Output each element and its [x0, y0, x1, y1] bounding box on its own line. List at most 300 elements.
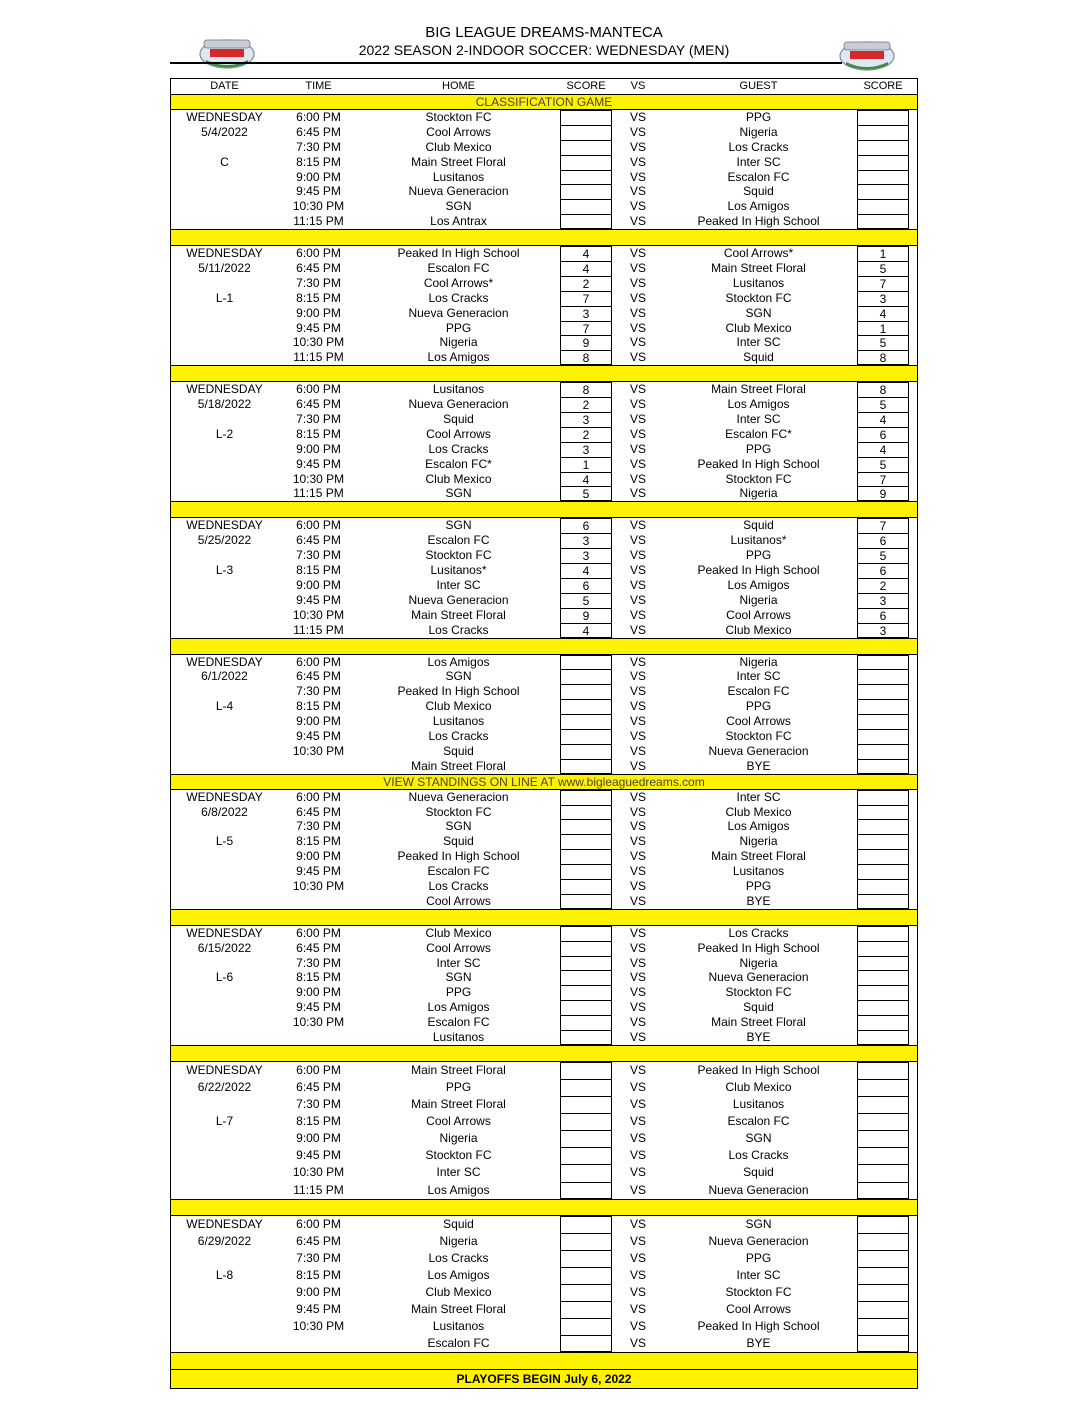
- home-score-box[interactable]: [558, 246, 614, 261]
- guest-score-box[interactable]: [855, 744, 911, 759]
- game-time: 10:30 PM: [292, 878, 345, 893]
- home-score-box[interactable]: [558, 1030, 614, 1045]
- home-score-box[interactable]: [558, 608, 614, 623]
- guest-score-box[interactable]: [855, 759, 911, 774]
- score-value[interactable]: [560, 1267, 612, 1284]
- home-score-box[interactable]: [558, 199, 614, 214]
- guest-score-box[interactable]: [855, 1267, 911, 1284]
- game-row: [171, 170, 917, 185]
- score-value[interactable]: [560, 1000, 612, 1015]
- home-score-box[interactable]: [558, 382, 614, 397]
- score-value[interactable]: 4: [560, 261, 612, 276]
- score-value[interactable]: [857, 805, 909, 820]
- home-score-box[interactable]: [558, 442, 614, 457]
- score-value[interactable]: [857, 1267, 909, 1284]
- score-value[interactable]: [857, 155, 909, 170]
- home-score-box[interactable]: [558, 214, 614, 229]
- home-score-box[interactable]: [558, 1113, 614, 1130]
- score-value[interactable]: [560, 1130, 612, 1147]
- home-score-box[interactable]: [558, 1130, 614, 1147]
- home-score-box[interactable]: [558, 578, 614, 593]
- score-value[interactable]: 2: [560, 397, 612, 412]
- home-score-box[interactable]: [558, 276, 614, 291]
- guest-score-box[interactable]: [855, 819, 911, 834]
- guest-score-box[interactable]: [855, 699, 911, 714]
- home-score-box[interactable]: [558, 759, 614, 774]
- guest-score-box[interactable]: [855, 1301, 911, 1318]
- score-value[interactable]: 6: [560, 518, 612, 533]
- score-value[interactable]: [857, 790, 909, 805]
- score-value[interactable]: 8: [560, 382, 612, 397]
- score-value[interactable]: 5: [857, 397, 909, 412]
- score-value[interactable]: 3: [857, 291, 909, 306]
- guest-score-box[interactable]: [855, 1216, 911, 1233]
- home-score-box[interactable]: [558, 819, 614, 834]
- score-value[interactable]: 3: [857, 623, 909, 638]
- standings-banner[interactable]: VIEW STANDINGS ON LINE AT www.bigleaguedreams.com: [170, 774, 918, 790]
- score-value[interactable]: 4: [560, 472, 612, 487]
- score-value[interactable]: [560, 714, 612, 729]
- score-value[interactable]: [857, 1030, 909, 1045]
- score-value[interactable]: [857, 184, 909, 199]
- score-value[interactable]: [560, 684, 612, 699]
- score-value[interactable]: 3: [560, 306, 612, 321]
- score-value[interactable]: 8: [560, 350, 612, 365]
- home-score-box[interactable]: [558, 805, 614, 820]
- score-value[interactable]: [857, 864, 909, 879]
- guest-score-box[interactable]: [855, 214, 911, 229]
- guest-score-box[interactable]: [855, 563, 911, 578]
- score-value[interactable]: 4: [857, 306, 909, 321]
- score-value[interactable]: [560, 655, 612, 670]
- guest-score-box[interactable]: [855, 970, 911, 985]
- guest-score-box[interactable]: [855, 427, 911, 442]
- score-value[interactable]: [857, 985, 909, 1000]
- home-score-box[interactable]: [558, 1318, 614, 1335]
- score-value[interactable]: [857, 926, 909, 941]
- home-score-box[interactable]: [558, 518, 614, 533]
- home-score-box[interactable]: [558, 790, 614, 805]
- home-score-box[interactable]: [558, 669, 614, 684]
- home-score-box[interactable]: [558, 291, 614, 306]
- home-score-box[interactable]: [558, 1000, 614, 1015]
- home-score-box[interactable]: [558, 1301, 614, 1318]
- score-value[interactable]: [857, 941, 909, 956]
- score-value[interactable]: [560, 1335, 612, 1352]
- guest-score-box[interactable]: [855, 655, 911, 670]
- home-score-box[interactable]: [558, 1267, 614, 1284]
- score-value[interactable]: 1: [857, 246, 909, 261]
- home-score-box[interactable]: [558, 563, 614, 578]
- home-score-box[interactable]: [558, 412, 614, 427]
- guest-score-box[interactable]: [855, 472, 911, 487]
- score-value[interactable]: [560, 214, 612, 229]
- score-value[interactable]: [560, 155, 612, 170]
- score-value[interactable]: [560, 1113, 612, 1130]
- score-value[interactable]: [857, 956, 909, 971]
- score-value[interactable]: [857, 1000, 909, 1015]
- score-value[interactable]: [857, 1130, 909, 1147]
- guest-score-box[interactable]: [855, 486, 911, 501]
- home-score-box[interactable]: [558, 397, 614, 412]
- score-value[interactable]: [560, 110, 612, 125]
- score-value[interactable]: [857, 879, 909, 894]
- score-value[interactable]: [857, 1284, 909, 1301]
- home-score-box[interactable]: [558, 1233, 614, 1250]
- score-value[interactable]: 7: [857, 472, 909, 487]
- score-value[interactable]: 7: [857, 276, 909, 291]
- guest-score-box[interactable]: [855, 1335, 911, 1352]
- guest-score-box[interactable]: [855, 864, 911, 879]
- score-value[interactable]: 3: [560, 442, 612, 457]
- guest-score-box[interactable]: [855, 1030, 911, 1045]
- score-value[interactable]: [857, 699, 909, 714]
- score-value[interactable]: [560, 744, 612, 759]
- guest-score-box[interactable]: [855, 985, 911, 1000]
- score-value[interactable]: 5: [560, 486, 612, 501]
- score-value[interactable]: [560, 805, 612, 820]
- guest-score-box[interactable]: [855, 926, 911, 941]
- home-score-box[interactable]: [558, 744, 614, 759]
- guest-score-box[interactable]: [855, 1250, 911, 1267]
- guest-score-box[interactable]: [855, 1015, 911, 1030]
- score-value[interactable]: [857, 1096, 909, 1113]
- home-score-box[interactable]: [558, 879, 614, 894]
- game-row: [171, 306, 917, 321]
- guest-score-box[interactable]: [855, 684, 911, 699]
- guest-score-box[interactable]: [855, 834, 911, 849]
- score-value[interactable]: 5: [857, 335, 909, 350]
- score-value[interactable]: 9: [560, 335, 612, 350]
- guest-score-box[interactable]: [855, 669, 911, 684]
- home-score-box[interactable]: [558, 834, 614, 849]
- score-value[interactable]: [560, 1015, 612, 1030]
- score-value[interactable]: [857, 214, 909, 229]
- score-value[interactable]: [560, 879, 612, 894]
- home-score-box[interactable]: [558, 457, 614, 472]
- guest-score-box[interactable]: [855, 125, 911, 140]
- home-score-box[interactable]: [558, 110, 614, 125]
- score-value[interactable]: [857, 1335, 909, 1352]
- score-value[interactable]: 4: [560, 246, 612, 261]
- score-value[interactable]: [560, 1182, 612, 1199]
- score-value[interactable]: [560, 125, 612, 140]
- home-score-box[interactable]: [558, 1164, 614, 1181]
- score-value[interactable]: [560, 864, 612, 879]
- guest-score-box[interactable]: [855, 1000, 911, 1015]
- home-score-box[interactable]: [558, 970, 614, 985]
- home-score-box[interactable]: [558, 864, 614, 879]
- guest-score-box[interactable]: [855, 729, 911, 744]
- score-value[interactable]: [857, 1301, 909, 1318]
- score-value[interactable]: [857, 1250, 909, 1267]
- guest-score-box[interactable]: [855, 1147, 911, 1164]
- score-value[interactable]: [560, 819, 612, 834]
- guest-score-box[interactable]: [855, 714, 911, 729]
- home-score-box[interactable]: [558, 533, 614, 548]
- home-score-box[interactable]: [558, 926, 614, 941]
- guest-score-box[interactable]: [855, 1233, 911, 1250]
- guest-score-box[interactable]: [855, 1182, 911, 1199]
- score-value[interactable]: [857, 894, 909, 909]
- home-score-box[interactable]: [558, 306, 614, 321]
- score-value[interactable]: [560, 941, 612, 956]
- guest-team: Peaked In High School: [697, 456, 820, 471]
- week-separator: [170, 1045, 918, 1062]
- score-value[interactable]: [560, 849, 612, 864]
- guest-score-box[interactable]: [855, 276, 911, 291]
- score-value[interactable]: [857, 1113, 909, 1130]
- score-value[interactable]: [560, 1096, 612, 1113]
- home-score-box[interactable]: [558, 321, 614, 336]
- score-value[interactable]: 5: [857, 457, 909, 472]
- score-value[interactable]: [560, 1318, 612, 1335]
- score-value[interactable]: 7: [560, 321, 612, 336]
- score-value[interactable]: 6: [560, 578, 612, 593]
- score-value[interactable]: [560, 759, 612, 774]
- home-score-box[interactable]: [558, 729, 614, 744]
- guest-score-box[interactable]: [855, 533, 911, 548]
- score-value[interactable]: [560, 834, 612, 849]
- guest-score-box[interactable]: [855, 790, 911, 805]
- score-value[interactable]: [560, 699, 612, 714]
- game-row: [171, 125, 917, 140]
- score-value[interactable]: [560, 1079, 612, 1096]
- score-value[interactable]: [560, 140, 612, 155]
- score-value[interactable]: [857, 970, 909, 985]
- score-value[interactable]: 6: [857, 563, 909, 578]
- score-value[interactable]: 6: [857, 533, 909, 548]
- guest-score-box[interactable]: [855, 1096, 911, 1113]
- guest-score-box[interactable]: [855, 170, 911, 185]
- home-score-box[interactable]: [558, 699, 614, 714]
- guest-score-box[interactable]: [855, 805, 911, 820]
- guest-score-box[interactable]: [855, 155, 911, 170]
- score-value[interactable]: [857, 834, 909, 849]
- guest-score-box[interactable]: [855, 335, 911, 350]
- guest-score-box[interactable]: [855, 199, 911, 214]
- score-value[interactable]: [560, 985, 612, 1000]
- guest-score-box[interactable]: [855, 291, 911, 306]
- score-value[interactable]: 1: [560, 457, 612, 472]
- score-value[interactable]: [560, 1164, 612, 1181]
- score-value[interactable]: [560, 669, 612, 684]
- home-score-box[interactable]: [558, 956, 614, 971]
- guest-score-box[interactable]: [855, 1130, 911, 1147]
- score-value[interactable]: [560, 1284, 612, 1301]
- guest-score-box[interactable]: [855, 350, 911, 365]
- guest-score-box[interactable]: [855, 1079, 911, 1096]
- home-score-box[interactable]: [558, 849, 614, 864]
- score-value[interactable]: [560, 926, 612, 941]
- score-value[interactable]: [857, 110, 909, 125]
- score-value[interactable]: [857, 819, 909, 834]
- home-score-box[interactable]: [558, 486, 614, 501]
- score-value[interactable]: [560, 170, 612, 185]
- guest-score-box[interactable]: [855, 412, 911, 427]
- home-score-box[interactable]: [558, 155, 614, 170]
- score-value[interactable]: [857, 744, 909, 759]
- score-value[interactable]: 4: [857, 442, 909, 457]
- home-score-box[interactable]: [558, 894, 614, 909]
- home-score-box[interactable]: [558, 593, 614, 608]
- guest-score-box[interactable]: [855, 879, 911, 894]
- home-score-box[interactable]: [558, 1250, 614, 1267]
- home-score-box[interactable]: [558, 1182, 614, 1199]
- score-value[interactable]: 1: [857, 321, 909, 336]
- score-value[interactable]: [560, 1147, 612, 1164]
- score-value[interactable]: [857, 1164, 909, 1181]
- home-score-box[interactable]: [558, 1216, 614, 1233]
- score-value[interactable]: [560, 1030, 612, 1045]
- home-score-box[interactable]: [558, 1284, 614, 1301]
- guest-score-box[interactable]: [855, 849, 911, 864]
- guest-score-box[interactable]: [855, 593, 911, 608]
- score-value[interactable]: 3: [857, 593, 909, 608]
- game-row: [171, 1284, 917, 1301]
- home-score-box[interactable]: [558, 350, 614, 365]
- score-value[interactable]: 8: [857, 382, 909, 397]
- home-score-box[interactable]: [558, 140, 614, 155]
- score-value[interactable]: [560, 184, 612, 199]
- home-score-box[interactable]: [558, 125, 614, 140]
- score-value[interactable]: 5: [857, 548, 909, 563]
- score-value[interactable]: [560, 970, 612, 985]
- score-value[interactable]: 8: [857, 350, 909, 365]
- guest-score-box[interactable]: [855, 623, 911, 638]
- score-value[interactable]: 4: [560, 563, 612, 578]
- home-score-box[interactable]: [558, 941, 614, 956]
- home-score-box[interactable]: [558, 184, 614, 199]
- home-score-box[interactable]: [558, 1062, 614, 1079]
- score-value[interactable]: 3: [560, 548, 612, 563]
- score-value[interactable]: 4: [857, 412, 909, 427]
- home-score-box[interactable]: [558, 261, 614, 276]
- score-value[interactable]: [857, 669, 909, 684]
- home-score-box[interactable]: [558, 548, 614, 563]
- home-score-box[interactable]: [558, 427, 614, 442]
- score-value[interactable]: [857, 684, 909, 699]
- guest-score-box[interactable]: [855, 382, 911, 397]
- score-value[interactable]: [560, 790, 612, 805]
- score-value[interactable]: [857, 170, 909, 185]
- home-score-box[interactable]: [558, 1147, 614, 1164]
- home-score-box[interactable]: [558, 684, 614, 699]
- score-value[interactable]: [857, 1079, 909, 1096]
- guest-score-box[interactable]: [855, 894, 911, 909]
- date-cell: [171, 729, 278, 744]
- guest-score-box[interactable]: [855, 608, 911, 623]
- guest-score-box[interactable]: [855, 578, 911, 593]
- guest-score-box[interactable]: [855, 306, 911, 321]
- score-value[interactable]: [560, 1301, 612, 1318]
- guest-score-box[interactable]: [855, 261, 911, 276]
- score-value[interactable]: 2: [560, 276, 612, 291]
- guest-score-box[interactable]: [855, 1284, 911, 1301]
- score-value[interactable]: [857, 759, 909, 774]
- guest-score-box[interactable]: [855, 941, 911, 956]
- home-score-box[interactable]: [558, 335, 614, 350]
- guest-score-box[interactable]: [855, 1062, 911, 1079]
- score-value[interactable]: 2: [857, 578, 909, 593]
- home-score-box[interactable]: [558, 1015, 614, 1030]
- score-value[interactable]: 6: [857, 608, 909, 623]
- guest-score-box[interactable]: [855, 1318, 911, 1335]
- score-value[interactable]: 9: [857, 486, 909, 501]
- home-score-box[interactable]: [558, 1335, 614, 1352]
- guest-score-box[interactable]: [855, 548, 911, 563]
- score-value[interactable]: [857, 1147, 909, 1164]
- guest-score-box[interactable]: [855, 1113, 911, 1130]
- score-value[interactable]: [857, 199, 909, 214]
- guest-score-box[interactable]: [855, 442, 911, 457]
- guest-score-box[interactable]: [855, 397, 911, 412]
- home-score-box[interactable]: [558, 1096, 614, 1113]
- guest-score-box[interactable]: [855, 321, 911, 336]
- score-value[interactable]: [857, 655, 909, 670]
- guest-score-box[interactable]: [855, 956, 911, 971]
- score-value[interactable]: [560, 199, 612, 214]
- score-value[interactable]: [560, 956, 612, 971]
- score-value[interactable]: 5: [857, 261, 909, 276]
- home-score-box[interactable]: [558, 170, 614, 185]
- score-value[interactable]: 6: [857, 427, 909, 442]
- score-value[interactable]: [857, 1318, 909, 1335]
- home-score-box[interactable]: [558, 1079, 614, 1096]
- score-value[interactable]: 7: [560, 291, 612, 306]
- game-row: [171, 699, 917, 714]
- score-value[interactable]: [857, 1182, 909, 1199]
- score-value[interactable]: [560, 894, 612, 909]
- guest-score-box[interactable]: [855, 518, 911, 533]
- score-value[interactable]: [857, 714, 909, 729]
- score-value[interactable]: [560, 1216, 612, 1233]
- score-value[interactable]: [560, 729, 612, 744]
- score-value[interactable]: [857, 140, 909, 155]
- score-value[interactable]: 5: [560, 593, 612, 608]
- home-score-box[interactable]: [558, 985, 614, 1000]
- guest-score-box[interactable]: [855, 140, 911, 155]
- score-value[interactable]: [560, 1233, 612, 1250]
- score-value[interactable]: [560, 1062, 612, 1079]
- score-value[interactable]: [857, 1015, 909, 1030]
- score-value[interactable]: 9: [560, 608, 612, 623]
- guest-score-box[interactable]: [855, 457, 911, 472]
- score-value[interactable]: 2: [560, 427, 612, 442]
- score-value[interactable]: 3: [560, 533, 612, 548]
- score-value[interactable]: [560, 1250, 612, 1267]
- score-value[interactable]: [857, 729, 909, 744]
- score-value[interactable]: 7: [857, 518, 909, 533]
- score-value[interactable]: [857, 125, 909, 140]
- game-row: [171, 1147, 917, 1164]
- home-score-box[interactable]: [558, 472, 614, 487]
- guest-score-box[interactable]: [855, 110, 911, 125]
- guest-score-box[interactable]: [855, 246, 911, 261]
- score-value[interactable]: [857, 1216, 909, 1233]
- home-score-box[interactable]: [558, 623, 614, 638]
- score-value[interactable]: [857, 1233, 909, 1250]
- home-score-box[interactable]: [558, 714, 614, 729]
- guest-team: Inter SC: [736, 335, 781, 350]
- home-score-box[interactable]: [558, 655, 614, 670]
- guest-score-box[interactable]: [855, 184, 911, 199]
- guest-score-box[interactable]: [855, 1164, 911, 1181]
- score-value[interactable]: 3: [560, 412, 612, 427]
- score-value[interactable]: [857, 849, 909, 864]
- score-value[interactable]: [857, 1062, 909, 1079]
- score-value[interactable]: 4: [560, 623, 612, 638]
